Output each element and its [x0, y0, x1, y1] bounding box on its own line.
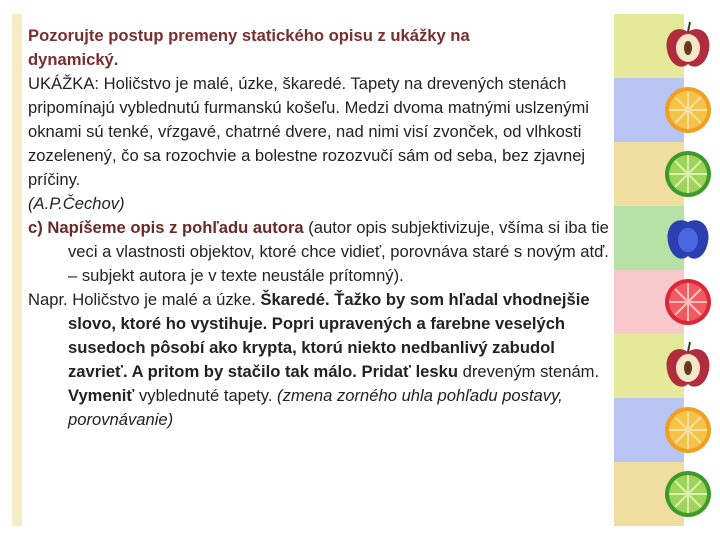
example-text-3: vyblednuté tapety.: [134, 386, 278, 405]
example-text-2: dreveným stenám.: [458, 362, 600, 381]
point-c-body: (autor opis subjektivizuje, všíma si iba tie veci a vlastnosti objektov, ktoré chce vidieť, porovnáva staré s novým atď. – subjekt autora je v texte neustále prítomný).: [68, 218, 609, 285]
slide-content: [28, 24, 610, 432]
example-bold-1: Škaredé. Ťažko by som hľadal vhodnejšie slovo, ktoré ho vystihuje. Popri upravených a farebne veselých susedoch pôsobí ako krypta, ktorú niekto nedbanlivý zabudol zavrieť. A pritom by stačilo tak málo. Pridať lesku: [68, 290, 590, 381]
grapefruit-slice-icon: [662, 276, 714, 328]
orange-slice-icon: [662, 404, 714, 456]
point-c-heading: c) Napíšeme opis z pohľadu autora: [28, 218, 304, 237]
left-decor-bar: [12, 14, 22, 526]
decor-tile: [614, 142, 720, 206]
slide-heading: [28, 24, 610, 72]
fruit-decor-strip: [614, 14, 720, 526]
orange-slice-icon: [662, 84, 714, 136]
example-note: (zmena zorného uhla pohľadu postavy, porovnávanie): [68, 386, 563, 429]
blueberry-icon: [662, 212, 714, 264]
decor-tile: [614, 270, 720, 334]
example-bold-2: Vymeniť: [68, 386, 135, 405]
heading-line-2: dynamický.: [28, 50, 119, 69]
heading-line-1: Pozorujte postup premeny statického opisu z ukážky na: [28, 26, 470, 45]
point-c: [28, 216, 610, 288]
apple-icon: [662, 340, 714, 392]
decor-tile: [614, 78, 720, 142]
author-credit: (A.P.Čechov): [28, 194, 125, 213]
decor-tile: [614, 334, 720, 398]
decor-tile: [614, 14, 720, 78]
apple-icon: [662, 20, 714, 72]
example-paragraph: [28, 288, 610, 432]
decor-tile: [614, 462, 720, 526]
sample-text: UKÁŽKA: Holičstvo je malé, úzke, škaredé. Tapety na drevených stenách pripomínajú vyblednutú furmanskú košeľu. Medzi dvoma matnými uslzenými oknami sú tenké, vŕzgavé, chatrné dvere, nad nimi visí zvonček, od vlhkosti zozelenený, čo sa rozochvie a bolestne rozozvučí sám od seba, bez zjavnej príčiny.: [28, 74, 589, 189]
lime-slice-icon: [662, 148, 714, 200]
decor-tile: [614, 398, 720, 462]
lime-slice-icon: [662, 468, 714, 520]
example-text-1: Napr. Holičstvo je malé a úzke.: [28, 290, 261, 309]
decor-tile: [614, 206, 720, 270]
